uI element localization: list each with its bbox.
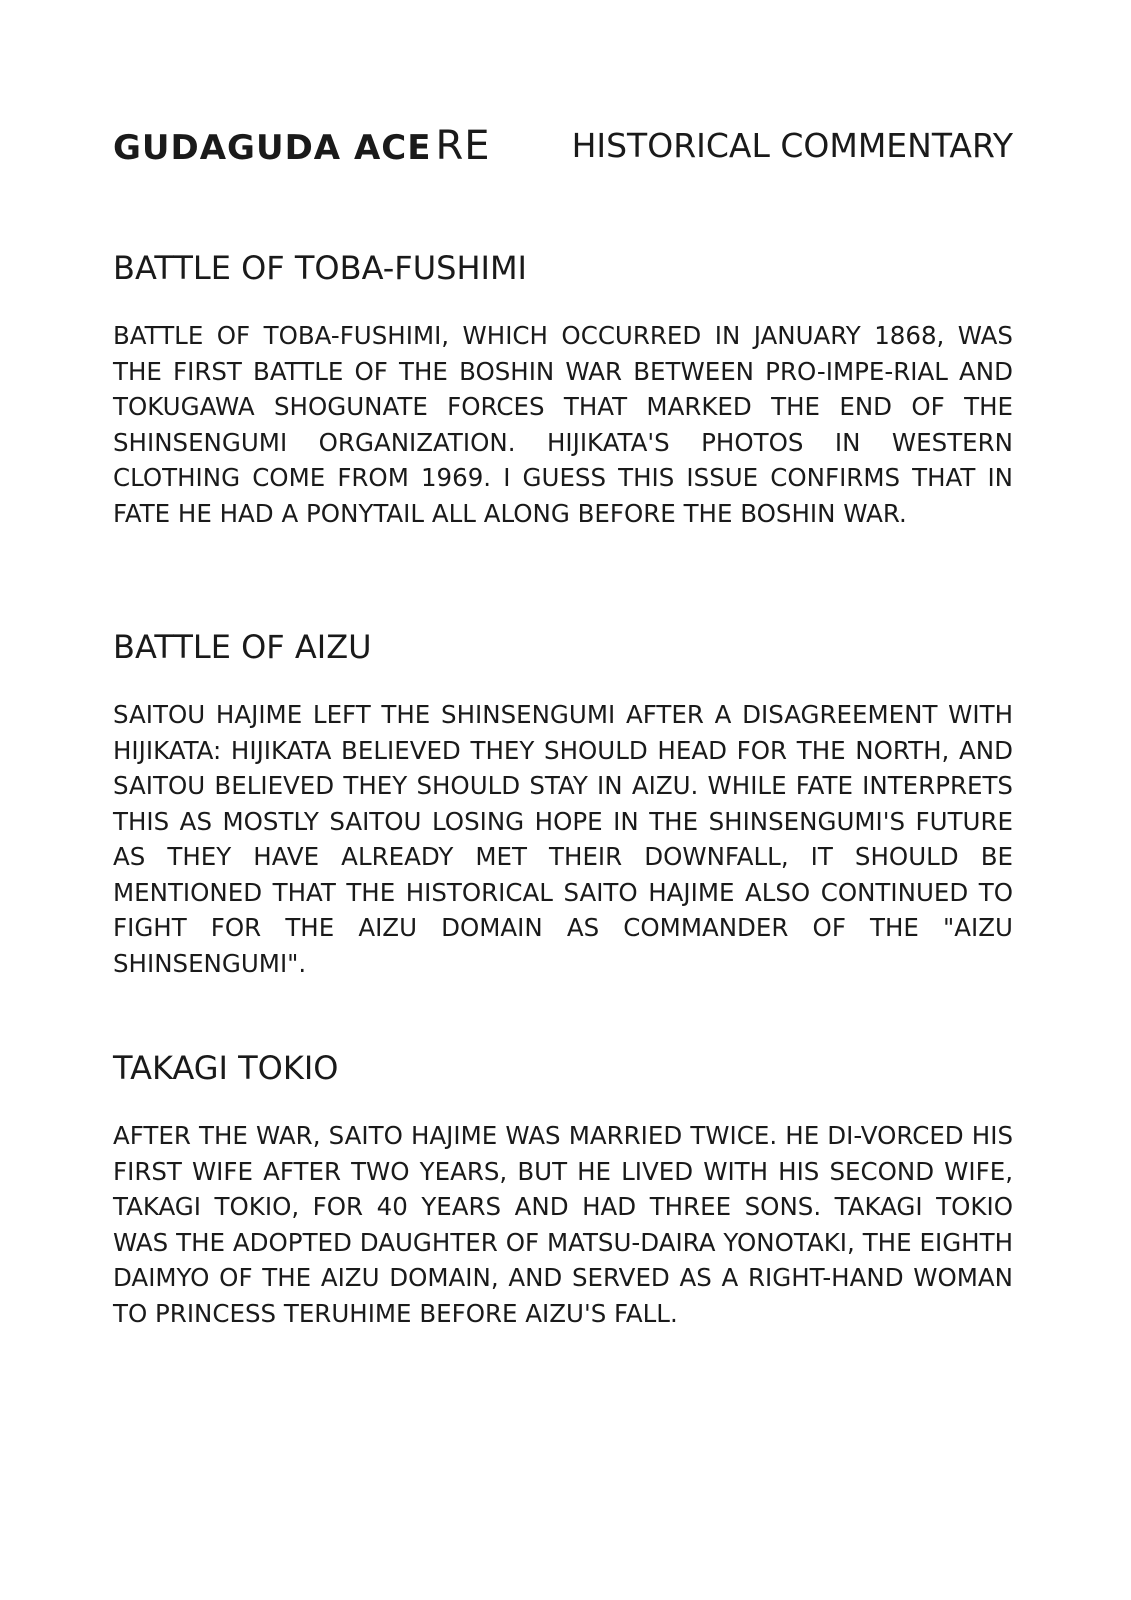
page-title: HISTORICAL COMMENTARY	[571, 126, 1013, 165]
section-heading: TAKAGI TOKIO	[113, 1049, 339, 1087]
section-heading: BATTLE OF AIZU	[113, 628, 372, 666]
logo-main-text: GUDAGUDA ACE	[113, 128, 432, 168]
section-body: AFTER THE WAR, SAITO HAJIME WAS MARRIED TWICE. HE DI-VORCED HIS FIRST WIFE AFTER TWO YEARS, BUT HE LIVED WITH HIS SECOND WIFE, TAKAGI TOKIO, FOR 40 YEARS AND HAD THREE SONS. TAKAGI TOKIO WAS THE ADOPTED DAUGHTER OF MATSU-DAIRA YONOTAKI, THE EIGHTH DAIMYO OF THE AIZU DOMAIN, AND SERVED AS A RIGHT-HAND WOMAN TO PRINCESS TERUHIME BEFORE AIZU'S FALL.	[113, 1121, 1013, 1328]
series-logo	[113, 123, 491, 169]
section-body: SAITOU HAJIME LEFT THE SHINSENGUMI AFTER A DISAGREEMENT WITH HIJIKATA: HIJIKATA BELIEVED THEY SHOULD HEAD FOR THE NORTH, AND SAITOU BELIEVED THEY SHOULD STAY IN AIZU. WHILE FATE INTERPRETS THIS AS MOSTLY SAITOU LOSING HOPE IN THE SHINSENGUMI'S FUTURE AS THEY HAVE ALREADY MET THEIR DOWNFALL, IT SHOULD BE MENTIONED THAT THE HISTORICAL SAITO HAJIME ALSO CONTINUED TO FIGHT FOR THE AIZU DOMAIN AS COMMANDER OF THE "AIZU SHINSENGUMI".	[113, 700, 1013, 978]
section-heading: BATTLE OF TOBA-FUSHIMI	[113, 249, 527, 287]
section-takagi-tokio	[113, 1048, 1013, 1331]
section-battle-of-aizu	[113, 627, 1013, 981]
section-body: BATTLE OF TOBA-FUSHIMI, WHICH OCCURRED IN JANUARY 1868, WAS THE FIRST BATTLE OF THE BOSHIN WAR BETWEEN PRO-IMPE-RIAL AND TOKUGAWA SHOGUNATE FORCES THAT MARKED THE END OF THE SHINSENGUMI ORGANIZATION. HIJIKATA'S PHOTOS IN WESTERN CLOTHING COME FROM 1969. I GUESS THIS ISSUE CONFIRMS THAT IN FATE HE HAD A PONYTAIL ALL ALONG BEFORE THE BOSHIN WAR.	[113, 321, 1013, 528]
section-battle-of-toba-fushimi	[113, 248, 1013, 531]
logo-suffix-text: RE	[435, 123, 491, 169]
page-header	[113, 120, 1013, 180]
